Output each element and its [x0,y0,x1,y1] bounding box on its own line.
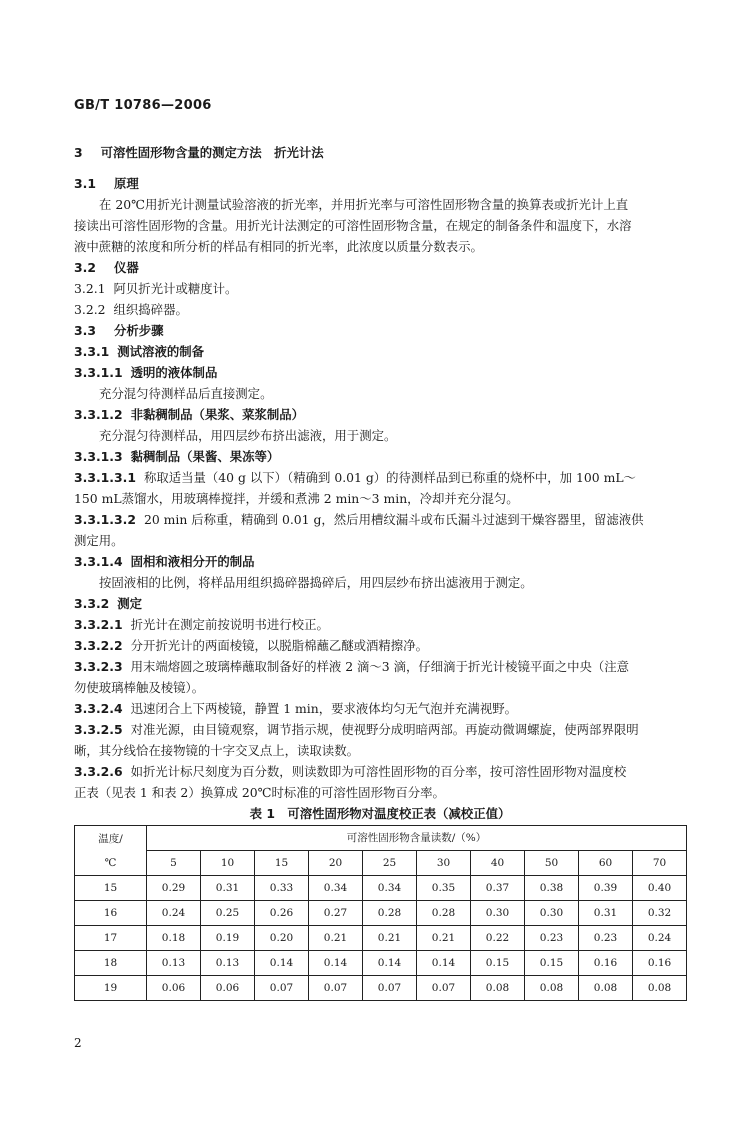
section-3-3-2-5-line-1 [74,719,686,740]
section-3-1-number: 3.1 [74,176,96,191]
correction-value-cell: 0.23 [579,926,633,951]
correction-value-cell: 0.37 [471,876,525,901]
item-3-2-1 [74,278,686,299]
section-3-3-1-3-1-line-1 [74,467,686,488]
section-3-3-1-title: 测试溶液的制备 [117,344,205,359]
section-3-2-heading [74,257,686,278]
correction-value-cell: 0.30 [471,901,525,926]
section-3-3-2-title: 测定 [117,596,143,611]
temperature-cell: 15 [75,876,147,901]
correction-value-cell: 0.07 [255,976,309,1001]
column-header: 70 [633,851,687,876]
correction-value-cell: 0.38 [525,876,579,901]
correction-value-cell: 0.28 [417,901,471,926]
correction-value-cell: 0.08 [633,976,687,1001]
table-1-title: 表 1 可溶性固形物对温度校正表（减校正值） [249,806,511,821]
section-3-3-1-3-number: 3.3.1.3 [74,449,123,464]
section-3-3-1-4-title: 固相和液相分开的制品 [130,554,255,569]
correction-value-cell: 0.25 [201,901,255,926]
section-3-1-title: 原理 [113,176,139,191]
section-3-title: 可溶性固形物含量的测定方法 折光计法 [100,145,324,160]
column-header: 20 [309,851,363,876]
table-row [75,876,687,901]
section-3-3-title: 分析步骤 [113,323,164,338]
section-3-3-2-5-number: 3.3.2.5 [74,722,123,737]
correction-value-cell: 0.19 [201,926,255,951]
correction-value-cell: 0.29 [147,876,201,901]
correction-value-cell: 0.23 [525,926,579,951]
table-row [75,901,687,926]
column-header: 10 [201,851,255,876]
correction-value-cell: 0.07 [309,976,363,1001]
correction-value-cell: 0.18 [147,926,201,951]
reading-header: 可溶性固形物含量读数/（%） [147,826,687,851]
section-3-3-1-3-2-number: 3.3.1.3.2 [74,512,136,527]
correction-value-cell: 0.16 [579,951,633,976]
correction-value-cell: 0.28 [363,901,417,926]
item-3-2-1-text: 阿贝折光计或糖度计。 [113,281,238,296]
column-header: 25 [363,851,417,876]
section-3-3-1-3-2-line-1 [74,509,686,530]
section-3-3-1-2-number: 3.3.1.2 [74,407,123,422]
correction-value-cell: 0.07 [363,976,417,1001]
temperature-cell: 18 [75,951,147,976]
section-3-3-1-3-title: 黏稠制品（果酱、果冻等） [130,449,280,464]
section-3-3-1-4-number: 3.3.1.4 [74,554,123,569]
correction-value-cell: 0.15 [471,951,525,976]
section-3-3-1-1-number: 3.3.1.1 [74,365,123,380]
section-3-3-1-3-1-number: 3.3.1.3.1 [74,470,136,485]
correction-value-cell: 0.30 [525,901,579,926]
section-3-3-2-1 [74,614,686,635]
principle-line-1: 在 20℃用折光计测量试验溶液的折光率，并用折光率与可溶性固形物含量的换算表或折光计上直 [99,197,629,212]
section-3-3-1-1-title: 透明的液体制品 [130,365,218,380]
section-3-3-2-3-line-1 [74,656,686,677]
section-3-3-1-2-heading [74,404,686,425]
correction-value-cell: 0.31 [579,901,633,926]
section-3-3-number: 3.3 [74,323,96,338]
correction-value-cell: 0.14 [309,951,363,976]
table-row [75,951,687,976]
correction-value-cell: 0.14 [363,951,417,976]
section-3-3-1-3-2-line-2: 测定用。 [74,533,124,548]
correction-value-cell: 0.21 [309,926,363,951]
section-3-3-1-3-1-text: 称取适当量（40 g 以下）（精确到 0.01 g）的待测样品到已称重的烧杯中，加 100 mL～ [143,470,636,485]
correction-value-cell: 0.21 [417,926,471,951]
section-3-3-2-4-text: 迅速闭合上下两棱镜，静置 1 min，要求液体均匀无气泡并充满视野。 [130,701,517,716]
correction-value-cell: 0.31 [201,876,255,901]
correction-value-cell: 0.33 [255,876,309,901]
correction-value-cell: 0.26 [255,901,309,926]
section-3-3-2-6-text: 如折光计标尺刻度为百分数，则读数即为可溶性固形物的百分率，按可溶性固形物对温度校 [130,764,627,779]
correction-value-cell: 0.08 [471,976,525,1001]
correction-value-cell: 0.14 [255,951,309,976]
section-3-3-2-6-line-2: 正表（见表 1 和表 2）换算成 20℃时标准的可溶性固形物百分率。 [74,785,445,800]
correction-value-cell: 0.08 [525,976,579,1001]
correction-value-cell: 0.24 [147,901,201,926]
item-3-2-2-text: 组织捣碎器。 [113,302,188,317]
table-header-row [75,826,687,851]
section-3-3-1-1-text: 充分混匀待测样品后直接测定。 [99,386,273,401]
item-3-2-1-number: 3.2.1 [74,281,106,296]
section-3-3-1-4-heading [74,551,686,572]
document-body [74,142,686,1001]
table-row [75,926,687,951]
correction-value-cell: 0.14 [417,951,471,976]
temperature-cell: 19 [75,976,147,1001]
section-3-3-1-4-text: 按固液相的比例，将样品用组织捣碎器捣碎后，用四层纱布挤出滤液用于测定。 [99,575,533,590]
correction-value-cell: 0.15 [525,951,579,976]
correction-value-cell: 0.07 [417,976,471,1001]
correction-value-cell: 0.08 [579,976,633,1001]
correction-value-cell: 0.40 [633,876,687,901]
section-3-number: 3 [74,145,83,160]
correction-value-cell: 0.27 [309,901,363,926]
temperature-header-line-2: ℃ [104,856,117,869]
correction-value-cell: 0.16 [633,951,687,976]
column-header: 5 [147,851,201,876]
correction-value-cell: 0.34 [363,876,417,901]
principle-line-2: 接读出可溶性固形物的含量。用折光计法测定的可溶性固形物含量，在规定的制备条件和温度下，水溶 [74,218,632,233]
correction-value-cell: 0.32 [633,901,687,926]
temperature-correction-table [74,825,687,1001]
section-3-3-2-3-number: 3.3.2.3 [74,659,123,674]
column-header: 60 [579,851,633,876]
column-header: 40 [471,851,525,876]
column-header: 30 [417,851,471,876]
section-3-3-2-2-number: 3.3.2.2 [74,638,123,653]
section-3-3-2-6-number: 3.3.2.6 [74,764,123,779]
section-3-3-heading [74,320,686,341]
section-3-3-2-3-text: 用末端熔圆之玻璃棒蘸取制备好的样液 2 滴～3 滴，仔细滴于折光计棱镜平面之中央（注意 [130,659,630,674]
correction-value-cell: 0.21 [363,926,417,951]
section-3-2-title: 仪器 [113,260,139,275]
page-number: 2 [74,1036,82,1050]
section-3-3-1-3-1-line-2: 150 mL蒸馏水，用玻璃棒搅拌，并缓和煮沸 2 min～3 min，冷却并充分混匀。 [74,491,519,506]
item-3-2-2-number: 3.2.2 [74,302,106,317]
section-3-3-2-5-text: 对准光源，由目镜观察，调节指示规，使视野分成明暗两部。再旋动微调螺旋，使两部界限明 [130,722,639,737]
section-3-3-2-3-line-2: 勿使玻璃棒触及棱镜）。 [74,680,205,695]
temperature-cell: 17 [75,926,147,951]
section-3-3-1-2-title: 非黏稠制品（果浆、菜浆制品） [130,407,305,422]
section-3-3-2-1-text: 折光计在测定前按说明书进行校正。 [130,617,329,632]
section-3-3-2-heading [74,593,686,614]
column-header: 15 [255,851,309,876]
standard-code: GB/T 10786—2006 [74,98,212,113]
section-3-3-2-2 [74,635,686,656]
section-3-3-1-heading [74,341,686,362]
correction-value-cell: 0.22 [471,926,525,951]
temperature-header [75,826,147,876]
section-3-3-1-3-heading [74,446,686,467]
item-3-2-2 [74,299,686,320]
section-3-3-1-2-text: 充分混匀待测样品，用四层纱布挤出滤液，用于测定。 [99,428,397,443]
correction-value-cell: 0.13 [147,951,201,976]
temperature-cell: 16 [75,901,147,926]
section-3-3-2-2-text: 分开折光计的两面棱镜，以脱脂棉蘸乙醚或酒精擦净。 [130,638,428,653]
section-3-1-heading [74,173,686,194]
table-body [75,876,687,1001]
table-row [75,976,687,1001]
section-3-3-2-6-line-1 [74,761,686,782]
section-3-3-1-3-2-text: 20 min 后称重，精确到 0.01 g，然后用槽纹漏斗或布氏漏斗过滤到干燥容器里，留滤液供 [143,512,644,527]
section-3-heading [74,142,686,163]
column-header: 50 [525,851,579,876]
section-3-2-number: 3.2 [74,260,96,275]
correction-value-cell: 0.34 [309,876,363,901]
correction-value-cell: 0.35 [417,876,471,901]
section-3-3-2-4 [74,698,686,719]
section-3-3-2-4-number: 3.3.2.4 [74,701,123,716]
correction-value-cell: 0.24 [633,926,687,951]
principle-line-3: 液中蔗糖的浓度和所分析的样品有相同的折光率，此浓度以质量分数表示。 [74,239,483,254]
section-3-3-2-5-line-2: 晰，其分线恰在接物镜的十字交叉点上，读取读数。 [74,743,359,758]
section-3-3-1-number: 3.3.1 [74,344,110,359]
correction-value-cell: 0.20 [255,926,309,951]
correction-value-cell: 0.06 [201,976,255,1001]
column-header-row [75,851,687,876]
correction-value-cell: 0.06 [147,976,201,1001]
temperature-header-line-1: 温度/ [98,832,123,845]
correction-value-cell: 0.39 [579,876,633,901]
section-3-3-2-number: 3.3.2 [74,596,110,611]
correction-value-cell: 0.13 [201,951,255,976]
section-3-3-1-1-heading [74,362,686,383]
section-3-3-2-1-number: 3.3.2.1 [74,617,123,632]
